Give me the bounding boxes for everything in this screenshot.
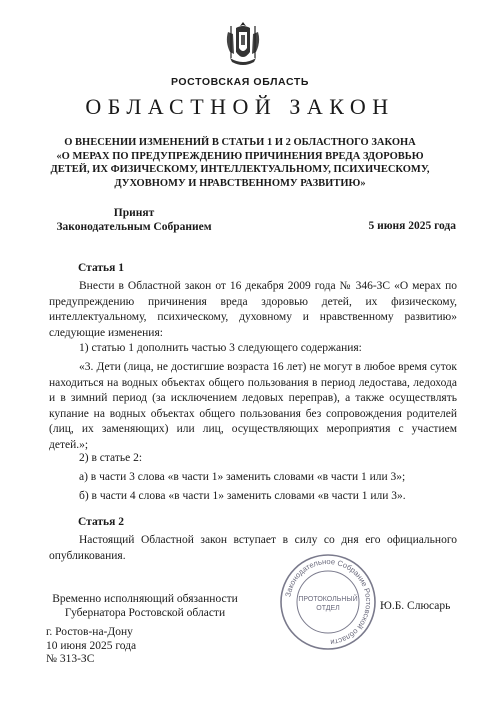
article-1-item-1: 1) статью 1 дополнить частью 3 следующего содержания:	[79, 342, 362, 354]
article-2-heading: Статья 2	[78, 516, 124, 528]
article-1-item-2b: б) в части 4 слова «в части 1» заменить словами «в части 1 или 3».	[79, 490, 406, 502]
subject-line: ДУХОВНОМУ И НРАВСТВЕННОМУ РАЗВИТИЮ»	[114, 177, 366, 189]
adopted-label: Принят	[113, 207, 155, 219]
issue-city: г. Ростов-на-Дону	[46, 626, 133, 638]
article-2-text: Настоящий Областной закон вступает в силу со дня его официального опубликования.	[49, 534, 457, 562]
subject-line: О ВНЕСЕНИИ ИЗМЕНЕНИЙ В СТАТЬИ 1 И 2 ОБЛАСТНОГО ЗАКОНА	[64, 137, 416, 148]
law-subject	[40, 136, 440, 190]
signatory-role-line: Временно исполняющий обязанности	[52, 593, 238, 605]
adopted-by: Законодательным Собранием	[56, 221, 212, 233]
law-number: № 313-ЗС	[46, 653, 95, 665]
signatory-name: Ю.Б. Слюсарь	[380, 600, 451, 612]
article-1-item-2a: а) в части 3 слова «в части 1» заменить словами «в части 1 или 3»;	[79, 471, 406, 483]
adoption-date: 5 июня 2025 года	[368, 220, 456, 232]
coat-of-arms-emblem	[222, 18, 264, 70]
signatory-role	[40, 592, 250, 620]
signatory-role-line: Губернатора Ростовской области	[64, 607, 226, 619]
adoption-block	[34, 206, 234, 234]
article-1-heading: Статья 1	[78, 262, 124, 274]
region-name: РОСТОВСКАЯ ОБЛАСТЬ	[170, 76, 310, 88]
subject-line: «О МЕРАХ ПО ПРЕДУПРЕЖДЕНИЮ ПРИЧИНЕНИЯ ВРЕДА ЗДОРОВЬЮ	[56, 150, 424, 162]
stamp-center-line: ПРОТОКОЛЬНЫЙ	[298, 596, 358, 603]
issue-details	[46, 626, 136, 667]
issue-date: 10 июня 2025 года	[46, 639, 137, 652]
article-1-quote: «3. Дети (лица, не достигшие возраста 16 лет) не могут в любое время суток находиться на водных объектах общего пользования в период ледостава, ледохода и в зимний период (за исключением ледовых переправ), а также осуществлять купание на водных объектах общего пользования без сопровождения родителей (лиц, их заменяющих) или лиц, осуществляющих мероприятия с участием детей.»;	[49, 361, 457, 451]
official-stamp	[278, 552, 378, 652]
article-1-intro: Внести в Областной закон от 16 декабря 2009 года № 346-ЗС «О мерах по предупреждению причинения вреда здоровью детей, их физическому, интеллектуальному, психическому, духовному и нравственному развитию» следующие изменения:	[49, 280, 457, 339]
article-1-item-2: 2) в статье 2:	[79, 452, 143, 464]
subject-line: ДЕТЕЙ, ИХ ФИЗИЧЕСКОМУ, ИНТЕЛЛЕКТУАЛЬНОМУ, ПСИХИЧЕСКОМУ,	[50, 164, 430, 175]
stamp-center-line: ОТДЕЛ	[316, 605, 340, 612]
stamp-ring-text: Законодательное Собрание Ростовской области	[283, 556, 374, 647]
document-title: ОБЛАСТНОЙ ЗАКОН	[85, 94, 395, 119]
